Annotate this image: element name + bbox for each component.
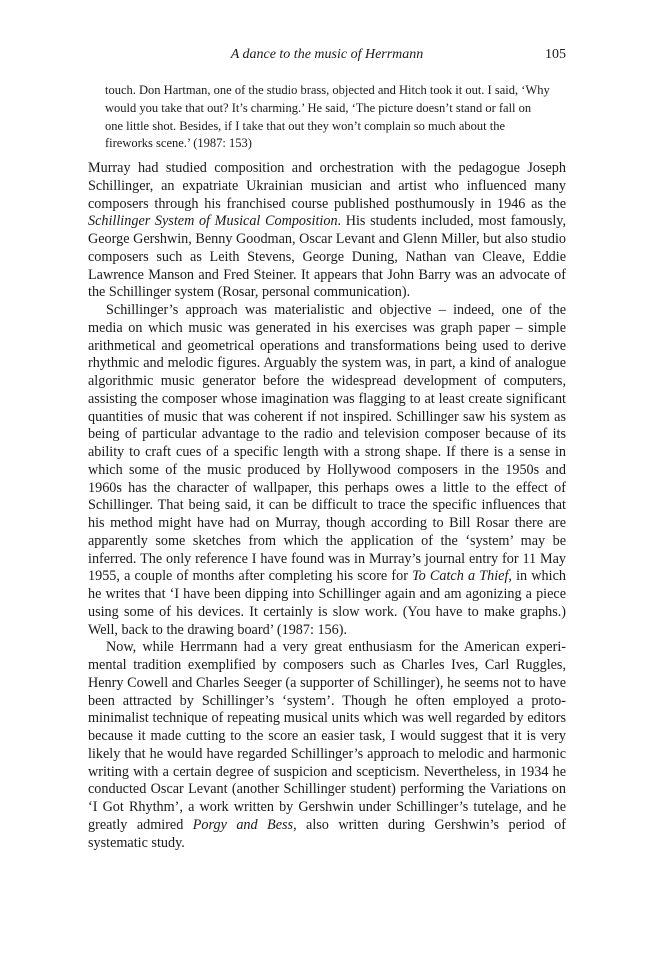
paragraph-text: , in which he writes that ‘I have been dipping into Schillinger again and am agonizing a piece using some of his devices. It certainly is slow work. (You have to make graphs.) Well, back to the drawing board’ (1987: 156).	[88, 568, 566, 638]
paragraph-text: , also written during Gershwin’s period of systematic study.	[88, 816, 566, 851]
paragraph-text: . His students included, most famously, George Gershwin, Benny Goodman, Oscar Levant and Glenn Miller, but also studio composers such as Leith Stevens, George Duning, Nathan van Cleave, Eddie Lawrence Manson and Fred Steiner. It appears that John Barry was an advocate of the Schillinger system (Rosar, personal communication).	[88, 213, 566, 301]
page-number: 105	[545, 47, 566, 62]
paragraph-herrmann	[88, 639, 566, 852]
running-head	[88, 47, 566, 67]
opera-title: Porgy and Bess	[192, 816, 294, 833]
book-title: Schillinger System of Musical Composition	[88, 213, 338, 230]
paragraph-schillinger-approach	[88, 302, 566, 639]
film-title: To Catch a Thief	[412, 568, 509, 585]
body-text	[88, 160, 566, 852]
paragraph-text: Schillinger’s approach was materialistic and objective – indeed, one of the media on which music was generated in his exercises was graph paper – simple arithmetical and geometrical operations and transformations being used to derive rhythmic and melodic figures. Arguably the system was, in part, a kind of analogue algorithmic music generator before the widespread development of computers, assisting the composer whose imagination was flagging to at least create significant quantities of music that was coherent if not inspired. Schillinger saw his system as being of particular advantage to the radio and television composer because of its ability to craft cues of a specific length with a strong shape. If there is a sense in which some of the music produced by Hollywood composers in the 1950s and 1960s has the character of wallpaper, this perhaps owes a little to the effect of Schillinger. That being said, it can be difficult to trace the specific influences that his method might have had on Murray, though according to Bill Rosar there are apparently some sketches from which the application of the ‘system’ may be inferred. The only reference I have found was in Murray’s journal entry for 11 May 1955, a couple of months after completing his score for	[88, 302, 566, 585]
paragraph-text: Now, while Herrmann had a very great enthusiasm for the American experimental tradition exemplified by composers such as Charles Ives, Carl Ruggles, Henry Cowell and Charles Seeger (a supporter of Schillinger), he seems not to have been attracted by Schillinger’s ‘system’. Though he often employed a proto-minimalist technique of repeating musical units which was well regarded by editors because it made cutting to the score an easier task, I would suggest that it is very likely that he would have regarded Schillinger’s approach to melodic and harmonic writing with a certain degree of suspicion and scepticism. Nevertheless, in 1934 he conducted Oscar Levant (another Schillinger student) performing the Variations on ‘I Got Rhythm’, a work written by Gershwin under Schillinger’s tutelage, and he greatly admired	[88, 639, 566, 833]
paragraph-text: Murray had studied composition and orchestration with the pedagogue Joseph Schillinger, an expatriate Ukrainian musician and artist who influenced many composers through his franchised course published posthumously in 1946 as the	[88, 160, 566, 212]
block-quote: touch. Don Hartman, one of the studio brass, objected and Hitch took it out. I said, ‘Why would you take that out? It’s charming.’ He said, ‘The picture doesn’t stand or fall on one little shot. Besides, if I take that out they won’t complain so much about the fireworks scene.’ (1987: 153)	[105, 83, 550, 151]
running-title: A dance to the music of Herrmann	[230, 47, 424, 62]
paragraph-schillinger-background	[88, 160, 566, 302]
